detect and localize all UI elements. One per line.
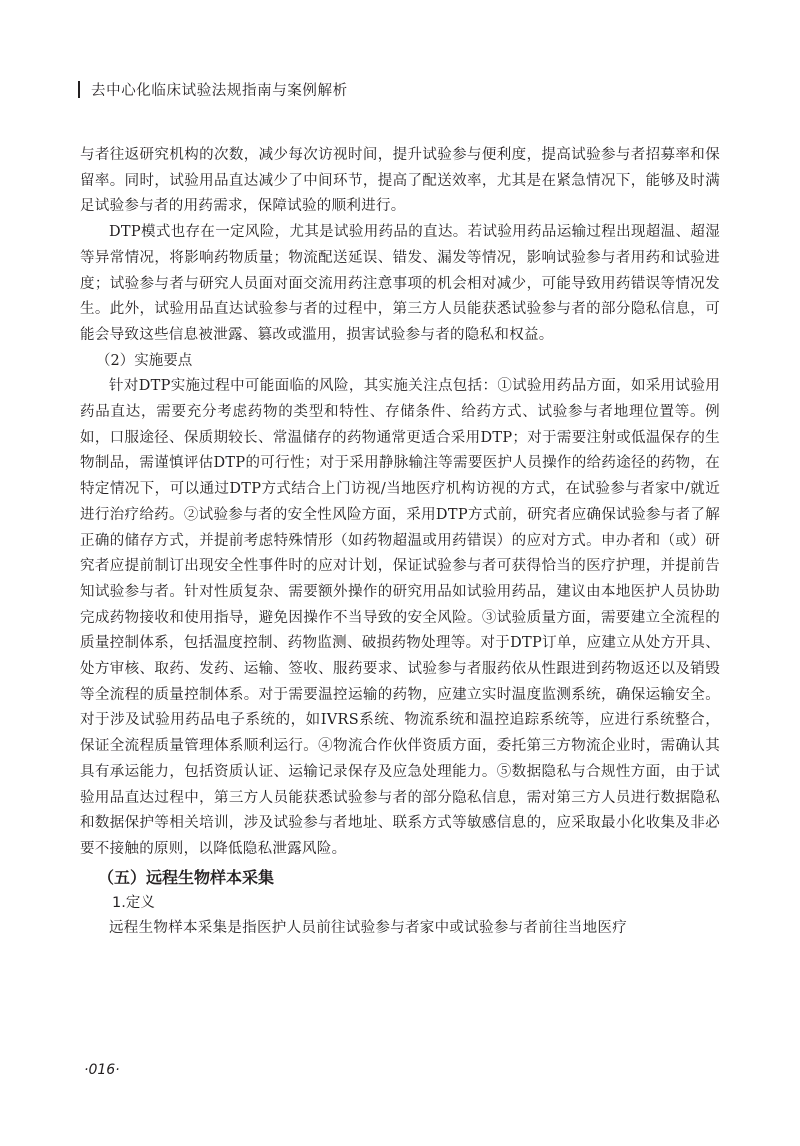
section-heading-remote-sampling: （五）远程生物样本采集 [98,867,275,887]
page-number: ·016· [84,1062,120,1078]
page-body [80,143,720,942]
header-rule [78,81,80,98]
paragraph-continuation: 与者往返研究机构的次数，减少每次访视时间，提升试验参与便利度，提高试验参与者招募率和保留率。同时，试验用品直达减少了中间环节，提高了配送效率，尤其是在紧急情况下，能够及时满足试验参与者的用药需求，保障试验的顺利进行。 [80,147,720,215]
book-title: 去中心化临床试验法规指南与案例解析 [91,82,348,99]
paragraph-dtp-risk: DTP模式也存在一定风险，尤其是试验用药品的直达。若试验用药品运输过程出现超温、超湿等异常情况，将影响药物质量；物流配送延误、错发、漏发等情况，影响试验参与者用药和试验进度；试验参与者与研究人员面对面交流用药注意事项的机会相对减少，可能导致用药错误等情况发生。此外，试验用品直达试验参与者的过程中，第三方人员能获悉试验参与者的部分隐私信息，可能会导致这些信息被泄露、篡改或滥用，损害试验参与者的隐私和权益。 [80,224,720,343]
definition-heading: 1.定义 [112,894,155,911]
subheading-implementation-points: （2）实施要点 [96,352,193,369]
paragraph-implementation: 针对DTP实施过程中可能面临的风险，其实施关注点包括：①试验用药品方面，如采用试验用药品直达，需要充分考虑药物的类型和特性、存储条件、给药方式、试验参与者地理位置等。例如，口服途径、保质期较长、常温储存的药物通常更适合采用DTP；对于需要注射或低温保存的生物制品，需谨慎评估DTP的可行性；对于采用静脉输注等需要医护人员操作的给药途径的药物，在特定情况下，可以通过DTP方式结合上门访视/当地医疗机构访视的方式，在试验参与者家中/就近进行治疗给药。②试验参与者的安全性风险方面，采用DTP方式前，研究者应确保试验参与者了解正确的储存方式，并提前考虑特殊情形（如药物超温或用药错误）的应对方式。申办者和（或）研究者应提前制订出现安全性事件时的应对计划，保证试验参与者可获得恰当的医疗护理，并提前告知试验参与者。针对性质复杂、需要额外操作的研究用品如试验用药品，建议由本地医护人员协助完成药物接收和使用指导，避免因操作不当导致的安全风险。③试验质量方面，需要建立全流程的质量控制体系，包括温度控制、药物监测、破损药物处理等。对于DTP订单，应建立从处方开具、处方审核、取药、发药、运输、签收、服药要求、试验参与者服药依从性跟进到药物返还以及销毁等全流程的质量控制体系。对于需要温控运输的药物，应建立实时温度监测系统，确保运输安全。对于涉及试验用药品电子系统的，如IVRS系统、物流系统和温控追踪系统等，应进行系统整合，保证全流程质量管理体系顺利运行。④物流合作伙伴资质方面，委托第三方物流企业时，需确认其具有承运能力，包括资质认证、运输记录保存及应急处理能力。⑤数据隐私与合规性方面，由于试验用品直达过程中，第三方人员能获悉试验参与者的部分隐私信息，需对第三方人员进行数据隐私和数据保护等相关培训，涉及试验参与者地址、联系方式等敏感信息的，应采取最小化收集及非必要不接触的原则，以降低隐私泄露风险。 [80,378,720,857]
paragraph-definition: 远程生物样本采集是指医护人员前往试验参与者家中或试验参与者前往当地医疗 [109,920,627,937]
running-header [78,76,348,102]
